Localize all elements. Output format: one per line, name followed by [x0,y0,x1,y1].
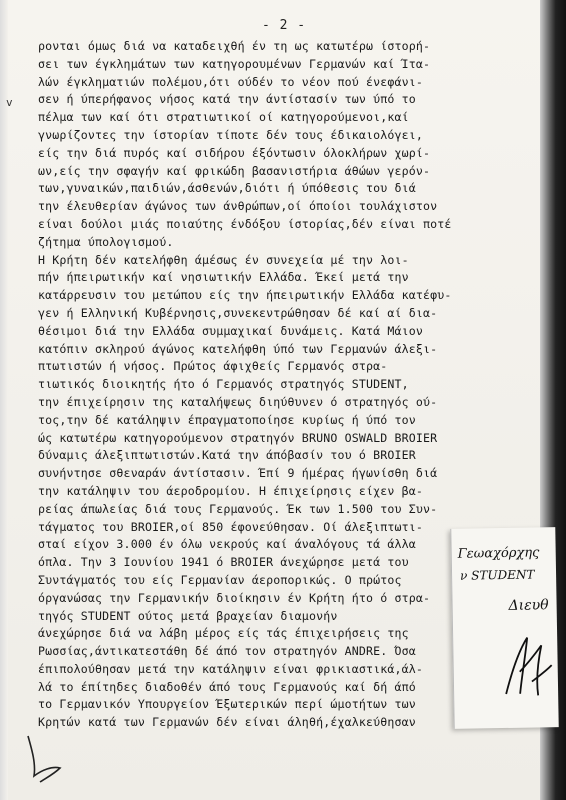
body-text-line: ζήτημα ύπολογισμού. [38,234,174,249]
margin-mark: v [6,96,13,109]
body-text-line: ώς κατωτέρω κατηγορούμενον στρατηγόν BRUNO OSWALD BROIER [38,430,438,445]
body-text-line: συνήντησε σθεναράν άντίστασιν. Έπί 9 ήμέρας ήγωνίσθη διά [38,466,438,481]
body-text-line: το Γερμανικόν Υπουργείον Έξωτερικών περί ώμοτήτων των [38,697,416,712]
body-text-line: Συντάγματός του είς Γερμανίαν άεροπορικώς. Ο πρώτος [38,572,402,587]
body-text-line: τηγός STUDENT ούτος μετά βραχείαν διαμονήν [38,608,338,623]
handwritten-note-line: Διευθ [508,597,549,614]
body-text-line: την έλευθερίαν άγώνος των άνθρώπων,οί όποίοι τουλάχιστον [38,199,438,214]
body-text-line: Ρωσσίας,άντικατεστάθη δέ άπό τον στρατηγόν ANDRE. Όσα [38,644,416,659]
body-text-line: ρονται όμως διά να καταδειχθή έν τη ως κατωτέρω ίστορή- [38,39,431,53]
body-text-line: πτωτιστών ή νήσος. Πρώτος άφιχθείς Γερμανός στρα- [38,359,388,374]
body-text-line: κατόπιν σκληρού άγώνος κατελήφθη ύπό των Γερμανών άλεξι- [38,341,438,356]
body-text-line: Κρητών κατά των Γερμανών δέν είναι άληθή,έχαλκεύθησαν [38,715,416,730]
body-text-line: των,γυναικών,παιδιών,άσθενών,διότι ή ύπόθεσις του διά [38,181,416,196]
body-text-line: κατάρρευσιν του μετώπου είς την ήπειρωτικήν Ελλάδα κατέφυ- [38,288,452,303]
body-text-line: όπλα. Την 3 Ιουνίου 1941 ό BROIER άνεχώρησε μετά του [38,555,409,570]
body-text-line: δύναμις άλεξιπτωτιστών.Κατά την άπόβασίν του ό BROIER [38,448,416,463]
body-text-line: όργανώσας την Γερμανικήν διοίκησιν έν Κρήτη ήτο ό στρα- [38,590,431,605]
body-text-line: πέλμα των καί ότι στρατιωτικοί οί κατηγορούμενοι,καί [38,110,409,125]
body-text-line: έπιπολούθησαν μετά την κατάληψιν είναι φρικιαστικά,άλ- [38,661,424,676]
body-text-line: γεν ή Ελληνική Κυβέρνησις,συνεκεντρώθησαν δέ καί αί δια- [38,305,438,320]
handwritten-note-line: ν STUDENT [459,567,535,583]
body-text-line: άνεχώρησε διά να λάβη μέρος είς τάς έπιχειρήσεις της [38,626,409,641]
body-text-line: ων,είς την σφαγήν καί φρικώδη βασανιστήρια άθώων γερόν- [38,163,431,178]
attached-handwritten-note [450,527,558,729]
handwritten-signature [501,631,554,702]
body-text-line: γνωρίζοντες την ίστορίαν τίποτε δέν τους έδικαιολόγει, [38,127,424,142]
scan-left-edge [0,0,8,800]
body-text-line: λών έγκληματιών πολέμου,ότι ούδέν το νέον πού ένεφάνι- [38,74,424,89]
body-text-line: σταί είχον 3.000 έν όλω νεκρούς καί άναλόγους τά άλλα [38,537,416,552]
page-number: - 2 - [262,18,307,33]
body-text-line: την έπιχείρησιν της καταλήψεως διηύθυνεν ό στρατηγός ού- [38,394,438,409]
handwritten-scribble [22,726,82,786]
body-text-line: είς την διά πυρός καί σιδήρου έξόντωσιν όλοκλήρων χωρί- [38,145,431,160]
body-text-line: είναι δούλοι μιάς ποιαύτης ένδόξου ίστορίας,δέν είναι ποτέ [38,216,452,231]
body-text-line: την κατάληψιν του άεροδρομίου. Η έπιχείρησις είχεν βα- [38,483,424,498]
body-text-line: τιωτικός διοικητής ήτο ό Γερμανός στρατηγός STUDENT, [38,377,409,392]
body-text-line: τάγματος του BROIER,οί 850 έφονεύθησαν. Οί άλεξιπτωτι- [38,519,424,534]
body-text-line: σει των έγκλημάτων των κατηγορουμένων Γερμανών καί Ίτα- [38,56,431,71]
body-text-line: σεν ή ύπερήφανος νήσος κατά την άντίστασίν των ύπό το [38,92,416,107]
body-text-line: ρείας άπωλείας διά τους Γερμανούς. Έκ των 1.500 του Συν- [38,501,438,516]
handwritten-note-line: Γεωαχόρχης [457,545,540,562]
body-text-line: θέσιμοι διά την Ελλάδα συμμαχικαί δυνάμεις. Κατά Μάιον [38,323,424,338]
body-text-line: Η Κρήτη δέν κατελήφθη άμέσως έν συνεχεία μέ την λοι- [38,252,409,267]
body-text-line: λά το έπίτηδες διαδοθέν άπό τους Γερμανούς καί δή άπό [38,679,416,694]
body-text-line: πήν ήπειρωτικήν καί νησιωτικήν Ελλάδα. Έκεί μετά την [38,270,409,285]
body-text-line: τος,την δέ κατάληψιν έπραγματοποίησε κυρίως ή ύπό τον [38,412,416,427]
